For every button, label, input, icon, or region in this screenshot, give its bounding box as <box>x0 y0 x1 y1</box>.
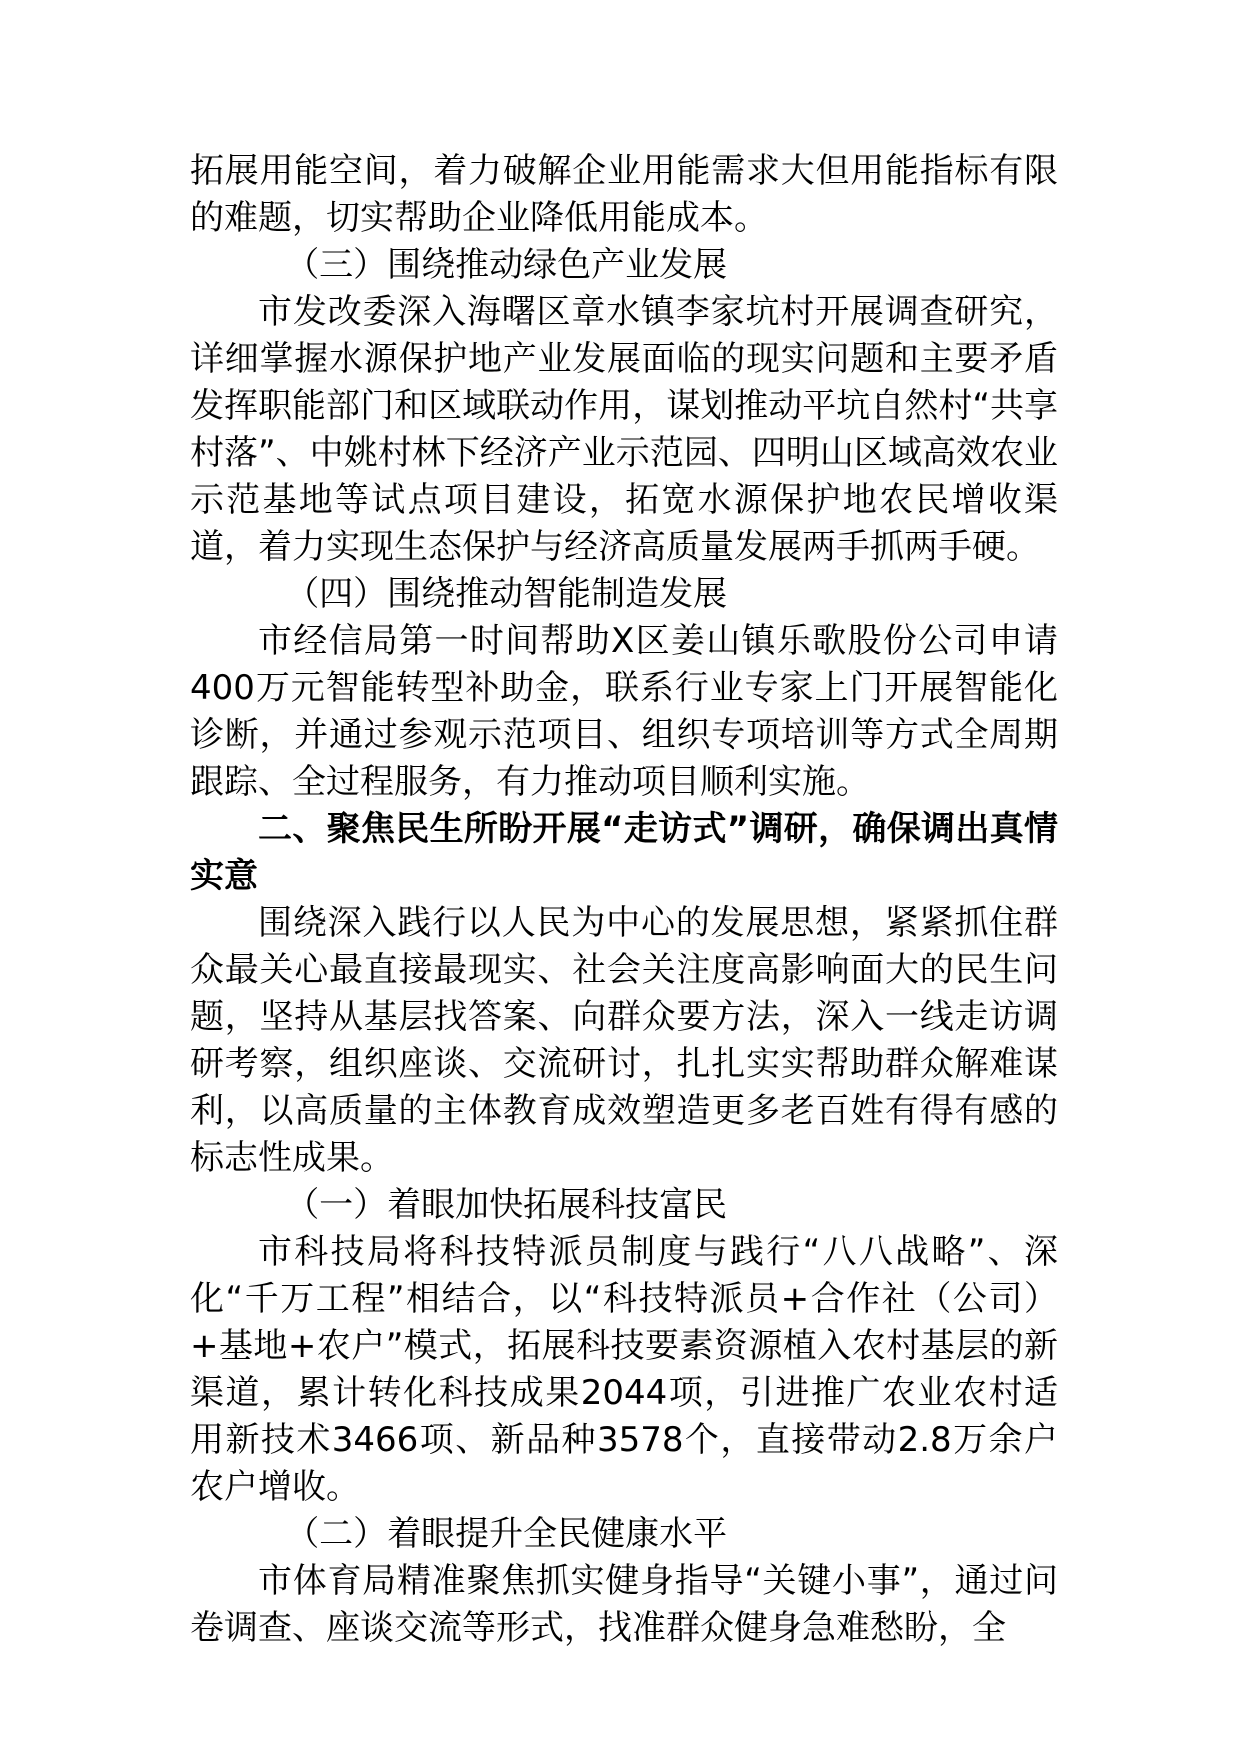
subheading-tech-enrich: （一）着眼加快拓展科技富民 <box>285 1185 728 1225</box>
paragraph-development-reform: 市发改委深入海曙区章水镇李家坑村开展调查研究，详细掌握水源保护地产业发展面临的现实问题和主要矛盾发挥职能部门和区域联动作用，谋划推动平坑自然村“共享村落”、中姚村林下经济产业示范园、四明山区域高效农业示范基地等试点项目建设，拓宽水源保护地农民增收渠道，着力实现生态保护与经济高质量发展两手抓两手硬。 <box>190 292 1058 567</box>
section-heading-livelihood: 二、聚焦民生所盼开展“走访式”调研，确保调出真情实意 <box>190 809 1058 896</box>
subheading-public-health: （二）着眼提升全民健康水平 <box>285 1514 728 1554</box>
paragraph-science-bureau: 市科技局将科技特派员制度与践行“八八战略”、深化“千万工程”相结合，以“科技特派员+合作社（公司）+基地+农户”模式，拓展科技要素资源植入农村基层的新渠道，累计转化科技成果2044项，引进推广农业农村适用新技术3466项、新品种3578个，直接带动2.8万余户农户增收。 <box>190 1232 1058 1507</box>
document-body <box>190 148 1058 1652</box>
paragraph-people-centered: 围绕深入践行以人民为中心的发展思想，紧紧抓住群众最关心最直接最现实、社会关注度高影响面大的民生问题，坚持从基层找答案、向群众要方法，深入一线走访调研考察，组织座谈、交流研讨，扎扎实实帮助群众解难谋利，以高质量的主体教育成效塑造更多老百姓有得有感的标志性成果。 <box>190 903 1058 1178</box>
paragraph-sports-bureau: 市体育局精准聚焦抓实健身指导“关键小事”，通过问卷调查、座谈交流等形式，找准群众健身急难愁盼，全 <box>190 1561 1058 1648</box>
subheading-smart-manufacturing: （四）围绕推动智能制造发展 <box>285 574 728 614</box>
subheading-green-industry: （三）围绕推动绿色产业发展 <box>285 245 728 285</box>
paragraph-economy-info-bureau: 市经信局第一时间帮助X区姜山镇乐歌股份公司申请400万元智能转型补助金，联系行业专家上门开展智能化诊断，并通过参观示范项目、组织专项培训等方式全周期跟踪、全过程服务，有力推动项目顺利实施。 <box>190 621 1058 802</box>
paragraph-energy-space: 拓展用能空间，着力破解企业用能需求大但用能指标有限的难题，切实帮助企业降低用能成本。 <box>190 151 1058 238</box>
